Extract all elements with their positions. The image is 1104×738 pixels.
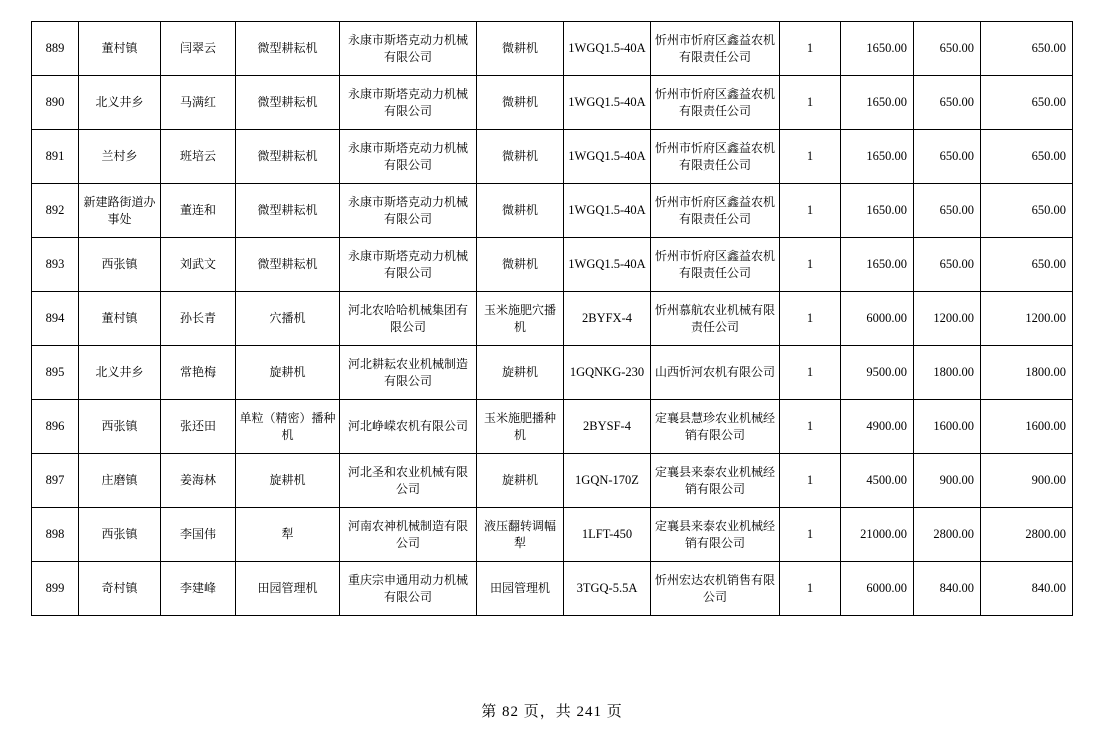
- quantity-cell: 1: [780, 238, 841, 292]
- sale-price-cell: 6000.00: [841, 292, 914, 346]
- sale-price-cell: 9500.00: [841, 346, 914, 400]
- buyer-name-cell: 李建峰: [161, 562, 236, 616]
- manufacturer-cell: 永康市斯塔克动力机械有限公司: [340, 238, 477, 292]
- product-name-cell: 玉米施肥穴播机: [477, 292, 564, 346]
- town-cell: 庄磨镇: [79, 454, 161, 508]
- central-subsidy-cell: 840.00: [914, 562, 981, 616]
- town-cell: 西张镇: [79, 400, 161, 454]
- manufacturer-cell: 河北峥嵘农机有限公司: [340, 400, 477, 454]
- central-subsidy-cell: 650.00: [914, 22, 981, 76]
- table-row: [32, 292, 1073, 346]
- central-subsidy-cell: 1200.00: [914, 292, 981, 346]
- model-cell: 1WGQ1.5-40A: [564, 238, 651, 292]
- table-row: [32, 454, 1073, 508]
- product-name-cell: 旋耕机: [477, 454, 564, 508]
- machine-category-cell: 犁: [236, 508, 340, 562]
- dealer-cell: 忻州慕航农业机械有限责任公司: [651, 292, 780, 346]
- central-subsidy-cell: 1600.00: [914, 400, 981, 454]
- quantity-cell: 1: [780, 130, 841, 184]
- table-row: [32, 130, 1073, 184]
- manufacturer-cell: 永康市斯塔克动力机械有限公司: [340, 22, 477, 76]
- table-row: [32, 346, 1073, 400]
- row-number-cell: 894: [32, 292, 79, 346]
- manufacturer-cell: 永康市斯塔克动力机械有限公司: [340, 184, 477, 238]
- quantity-cell: 1: [780, 22, 841, 76]
- buyer-name-cell: 张还田: [161, 400, 236, 454]
- central-subsidy-cell: 900.00: [914, 454, 981, 508]
- table-row: [32, 184, 1073, 238]
- manufacturer-cell: 河北圣和农业机械有限公司: [340, 454, 477, 508]
- dealer-cell: 忻州市忻府区鑫益农机有限责任公司: [651, 76, 780, 130]
- subsidy-amount-cell: 900.00: [981, 454, 1073, 508]
- quantity-cell: 1: [780, 292, 841, 346]
- table-row: [32, 76, 1073, 130]
- quantity-cell: 1: [780, 508, 841, 562]
- page-footer: 第 82 页，共 241 页: [481, 704, 623, 720]
- town-cell: 新建路街道办事处: [79, 184, 161, 238]
- row-number-cell: 897: [32, 454, 79, 508]
- row-number-cell: 895: [32, 346, 79, 400]
- dealer-cell: 山西忻河农机有限公司: [651, 346, 780, 400]
- model-cell: 2BYFX-4: [564, 292, 651, 346]
- central-subsidy-cell: 1800.00: [914, 346, 981, 400]
- town-cell: 西张镇: [79, 508, 161, 562]
- sale-price-cell: 1650.00: [841, 76, 914, 130]
- dealer-cell: 定襄县来泰农业机械经销有限公司: [651, 508, 780, 562]
- row-number-cell: 896: [32, 400, 79, 454]
- machine-category-cell: 穴播机: [236, 292, 340, 346]
- model-cell: 1LFT-450: [564, 508, 651, 562]
- buyer-name-cell: 董连和: [161, 184, 236, 238]
- central-subsidy-cell: 650.00: [914, 184, 981, 238]
- table-row: [32, 400, 1073, 454]
- subsidy-table: [31, 21, 1073, 616]
- machine-category-cell: 田园管理机: [236, 562, 340, 616]
- dealer-cell: 忻州宏达农机销售有限公司: [651, 562, 780, 616]
- sale-price-cell: 1650.00: [841, 184, 914, 238]
- subsidy-amount-cell: 2800.00: [981, 508, 1073, 562]
- town-cell: 北义井乡: [79, 346, 161, 400]
- buyer-name-cell: 常艳梅: [161, 346, 236, 400]
- sale-price-cell: 1650.00: [841, 130, 914, 184]
- machine-category-cell: 微型耕耘机: [236, 184, 340, 238]
- row-number-cell: 898: [32, 508, 79, 562]
- manufacturer-cell: 重庆宗申通用动力机械有限公司: [340, 562, 477, 616]
- quantity-cell: 1: [780, 346, 841, 400]
- buyer-name-cell: 闫翠云: [161, 22, 236, 76]
- row-number-cell: 899: [32, 562, 79, 616]
- buyer-name-cell: 马满红: [161, 76, 236, 130]
- machine-category-cell: 单粒（精密）播种机: [236, 400, 340, 454]
- model-cell: 3TGQ-5.5A: [564, 562, 651, 616]
- subsidy-amount-cell: 650.00: [981, 130, 1073, 184]
- subsidy-amount-cell: 650.00: [981, 76, 1073, 130]
- machine-category-cell: 旋耕机: [236, 454, 340, 508]
- manufacturer-cell: 河北农哈哈机械集团有限公司: [340, 292, 477, 346]
- town-cell: 兰村乡: [79, 130, 161, 184]
- buyer-name-cell: 班培云: [161, 130, 236, 184]
- subsidy-amount-cell: 840.00: [981, 562, 1073, 616]
- sale-price-cell: 6000.00: [841, 562, 914, 616]
- dealer-cell: 忻州市忻府区鑫益农机有限责任公司: [651, 22, 780, 76]
- sale-price-cell: 1650.00: [841, 22, 914, 76]
- central-subsidy-cell: 650.00: [914, 130, 981, 184]
- table-row: [32, 238, 1073, 292]
- product-name-cell: 微耕机: [477, 238, 564, 292]
- sale-price-cell: 1650.00: [841, 238, 914, 292]
- machine-category-cell: 旋耕机: [236, 346, 340, 400]
- subsidy-amount-cell: 650.00: [981, 184, 1073, 238]
- model-cell: 1WGQ1.5-40A: [564, 76, 651, 130]
- dealer-cell: 定襄县来泰农业机械经销有限公司: [651, 454, 780, 508]
- town-cell: 北义井乡: [79, 76, 161, 130]
- quantity-cell: 1: [780, 76, 841, 130]
- product-name-cell: 微耕机: [477, 184, 564, 238]
- model-cell: 1WGQ1.5-40A: [564, 130, 651, 184]
- central-subsidy-cell: 2800.00: [914, 508, 981, 562]
- quantity-cell: 1: [780, 454, 841, 508]
- table-row: [32, 562, 1073, 616]
- subsidy-amount-cell: 1800.00: [981, 346, 1073, 400]
- table-row: [32, 22, 1073, 76]
- buyer-name-cell: 姜海林: [161, 454, 236, 508]
- quantity-cell: 1: [780, 562, 841, 616]
- table-row: [32, 508, 1073, 562]
- manufacturer-cell: 永康市斯塔克动力机械有限公司: [340, 130, 477, 184]
- quantity-cell: 1: [780, 184, 841, 238]
- row-number-cell: 892: [32, 184, 79, 238]
- subsidy-amount-cell: 650.00: [981, 238, 1073, 292]
- sale-price-cell: 4500.00: [841, 454, 914, 508]
- product-name-cell: 田园管理机: [477, 562, 564, 616]
- model-cell: 1GQN-170Z: [564, 454, 651, 508]
- product-name-cell: 玉米施肥播种机: [477, 400, 564, 454]
- model-cell: 1GQNKG-230: [564, 346, 651, 400]
- quantity-cell: 1: [780, 400, 841, 454]
- manufacturer-cell: 永康市斯塔克动力机械有限公司: [340, 76, 477, 130]
- subsidy-amount-cell: 650.00: [981, 22, 1073, 76]
- product-name-cell: 微耕机: [477, 22, 564, 76]
- central-subsidy-cell: 650.00: [914, 238, 981, 292]
- machine-category-cell: 微型耕耘机: [236, 76, 340, 130]
- dealer-cell: 忻州市忻府区鑫益农机有限责任公司: [651, 130, 780, 184]
- row-number-cell: 890: [32, 76, 79, 130]
- product-name-cell: 微耕机: [477, 130, 564, 184]
- model-cell: 1WGQ1.5-40A: [564, 184, 651, 238]
- subsidy-amount-cell: 1200.00: [981, 292, 1073, 346]
- manufacturer-cell: 河南农神机械制造有限公司: [340, 508, 477, 562]
- sale-price-cell: 4900.00: [841, 400, 914, 454]
- row-number-cell: 893: [32, 238, 79, 292]
- buyer-name-cell: 李国伟: [161, 508, 236, 562]
- dealer-cell: 定襄县慧珍农业机械经销有限公司: [651, 400, 780, 454]
- model-cell: 2BYSF-4: [564, 400, 651, 454]
- row-number-cell: 889: [32, 22, 79, 76]
- product-name-cell: 旋耕机: [477, 346, 564, 400]
- buyer-name-cell: 孙长青: [161, 292, 236, 346]
- town-cell: 西张镇: [79, 238, 161, 292]
- buyer-name-cell: 刘武文: [161, 238, 236, 292]
- product-name-cell: 液压翻转调幅犁: [477, 508, 564, 562]
- dealer-cell: 忻州市忻府区鑫益农机有限责任公司: [651, 184, 780, 238]
- sale-price-cell: 21000.00: [841, 508, 914, 562]
- dealer-cell: 忻州市忻府区鑫益农机有限责任公司: [651, 238, 780, 292]
- machine-category-cell: 微型耕耘机: [236, 238, 340, 292]
- machine-category-cell: 微型耕耘机: [236, 130, 340, 184]
- central-subsidy-cell: 650.00: [914, 76, 981, 130]
- table-body: [32, 22, 1073, 616]
- model-cell: 1WGQ1.5-40A: [564, 22, 651, 76]
- row-number-cell: 891: [32, 130, 79, 184]
- town-cell: 董村镇: [79, 22, 161, 76]
- product-name-cell: 微耕机: [477, 76, 564, 130]
- town-cell: 奇村镇: [79, 562, 161, 616]
- town-cell: 董村镇: [79, 292, 161, 346]
- subsidy-amount-cell: 1600.00: [981, 400, 1073, 454]
- machine-category-cell: 微型耕耘机: [236, 22, 340, 76]
- manufacturer-cell: 河北耕耘农业机械制造有限公司: [340, 346, 477, 400]
